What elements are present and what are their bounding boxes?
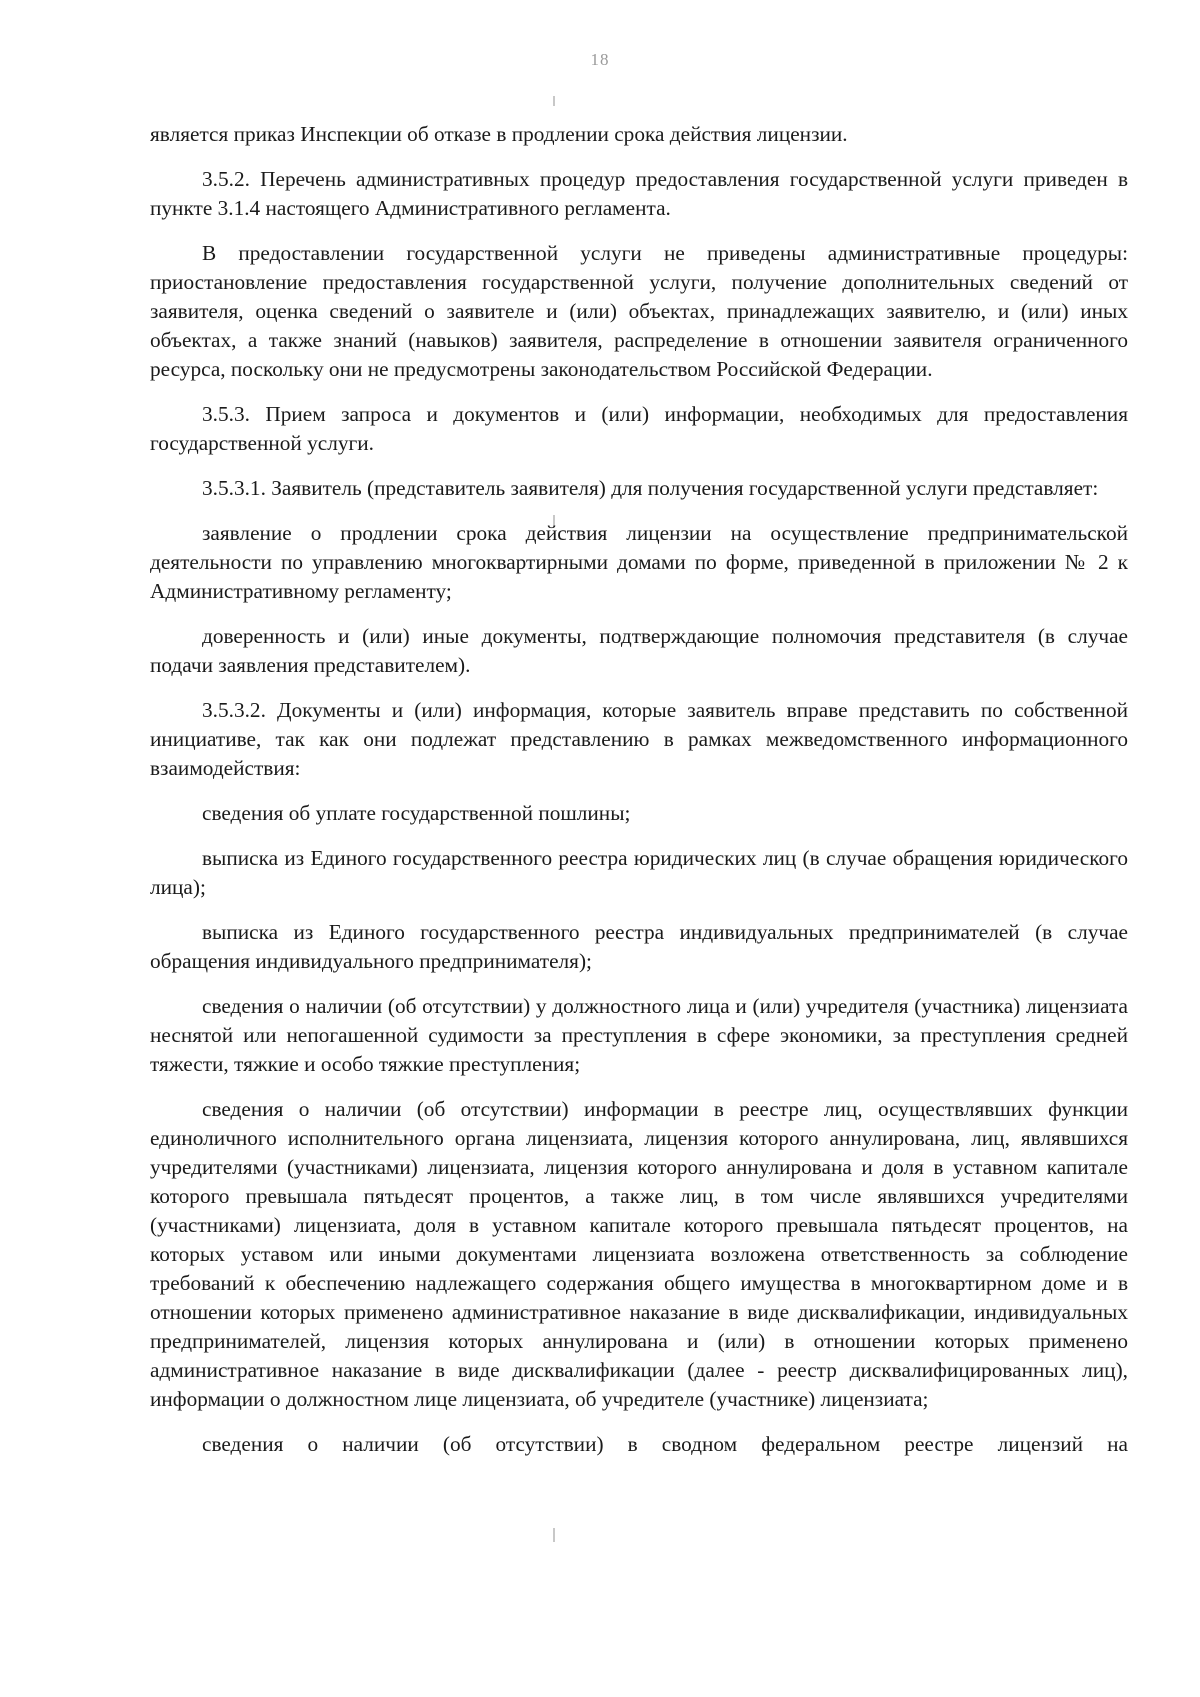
paragraph-not-applicable-procedures: В предоставлении государственной услуги не приведены административные процедуры: приостановление предоставления государственной услуги, получение дополнительных сведений от заявителя, оценка сведений о заявителе и (или) объектах, принадлежащих заявителю, и (или) иных объектах, а также знаний (навыков) заявителя, распределение в отношении заявителя ограниченного ресурса, поскольку они не предусмотрены законодательством Российской Федерации.: [150, 241, 1128, 381]
list-item-license-registry: сведения о наличии (об отсутствии) в сводном федеральном реестре лицензий на: [202, 1432, 1128, 1456]
list-item-egrip-extract: выписка из Единого государственного реестра индивидуальных предпринимателей (в случае обращения индивидуального предпринимателя);: [150, 920, 1128, 973]
paragraph-3-5-2: 3.5.2. Перечень административных процедур предоставления государственной услуги приведен в пункте 3.1.4 настоящего Административного регламента.: [150, 167, 1128, 220]
paragraph-3-5-3-2: 3.5.3.2. Документы и (или) информация, которые заявитель вправе представить по собственной инициативе, так как они подлежат представлению в рамках межведомственного информационного взаимодействия:: [150, 698, 1128, 780]
list-item-state-fee: сведения об уплате государственной пошлины;: [202, 801, 631, 825]
paragraph-3-5-3-1: 3.5.3.1. Заявитель (представитель заявителя) для получения государственной услуги представляет:: [202, 476, 1099, 500]
list-item-disqualified-registry: сведения о наличии (об отсутствии) информации в реестре лиц, осуществлявших функции единоличного исполнительного органа лицензиата, лицензия которого аннулирована, лиц, являвшихся учредителями (участниками) лицензиата, лицензия которого аннулирована и доля в уставном капитале которого превышала пятьдесят процентов, а также лиц, в том числе являвшихся учредителями (участниками) лицензиата, доля в уставном капитале которого превышала пятьдесят процентов, на которых уставом или иными документами лицензиата возложена ответственность за соблюдение требований к обеспечению надлежащего содержания общего имущества в многоквартирном доме и в отношении которых применено административное наказание в виде дисквалификации, индивидуальных предпринимателей, лицензия которых аннулирована и (или) в отношении которых применено административное наказание в виде дисквалификации (далее - реестр дисквалифицированных лиц), информации о должностном лице лицензиата, об учредителе (участнике) лицензиата;: [150, 1097, 1128, 1411]
scan-artifact: [553, 1528, 555, 1542]
document-body: [150, 120, 1128, 1475]
paragraph-3-5-3: 3.5.3. Прием запроса и документов и (или) информации, необходимых для предоставления государственной услуги.: [150, 402, 1128, 455]
list-item-egrul-extract: выписка из Единого государственного реестра юридических лиц (в случае обращения юридического лица);: [150, 846, 1128, 899]
list-item-power-of-attorney: доверенность и (или) иные документы, подтверждающие полномочия представителя (в случае подачи заявления представителем).: [150, 624, 1128, 677]
scan-artifact: [553, 96, 555, 106]
list-item-criminal-record: сведения о наличии (об отсутствии) у должностного лица и (или) учредителя (участника) лицензиата неснятой или непогашенной судимости за преступления в сфере экономики, за преступления средней тяжести, тяжкие и особо тяжкие преступления;: [150, 994, 1128, 1076]
paragraph-continuation: является приказ Инспекции об отказе в продлении срока действия лицензии.: [150, 122, 848, 146]
list-item-application: заявление о продлении срока действия лицензии на осуществление предпринимательской деятельности по управлению многоквартирными домами по форме, приведенной в приложении № 2 к Административному регламенту;: [150, 521, 1128, 603]
page-number: 18: [590, 50, 610, 69]
